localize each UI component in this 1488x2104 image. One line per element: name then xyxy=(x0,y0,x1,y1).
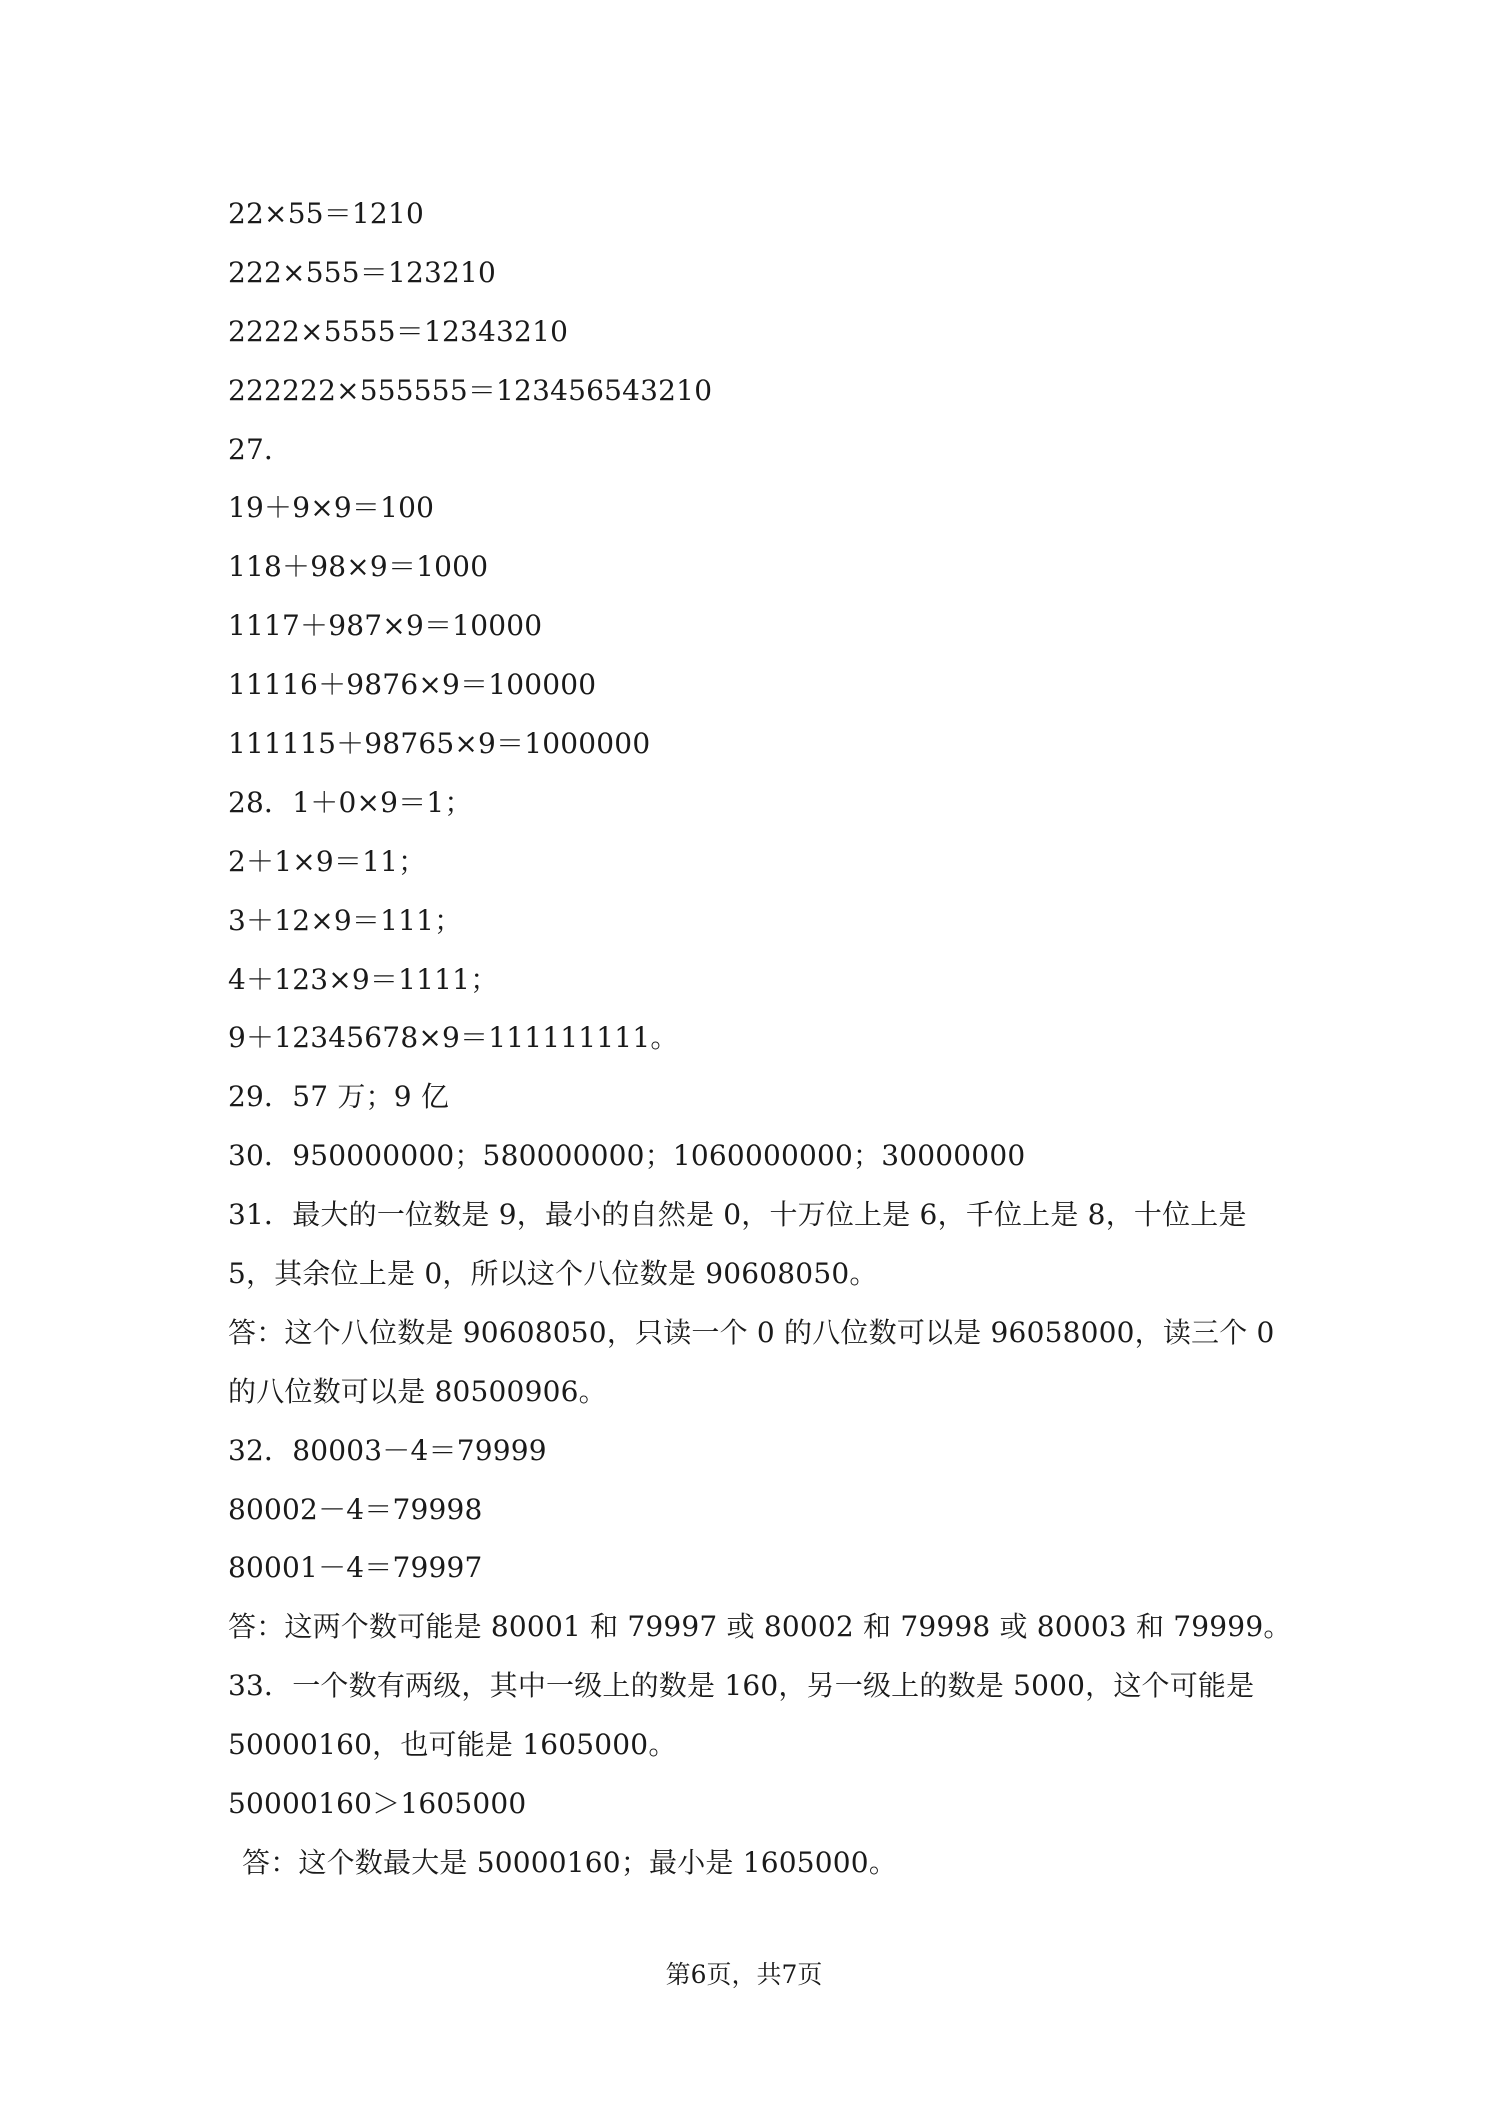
answer-line: 答：这两个数可能是 80001 和 79997 或 80002 和 79998 或 80003 和 79999。 xyxy=(228,1610,1292,1644)
question-number: 27． xyxy=(228,432,293,466)
text-line: 2222×5555＝12343210 xyxy=(228,314,569,348)
text-line: 80002－4＝79998 xyxy=(228,1492,483,1526)
text-line: 4＋123×9＝1111； xyxy=(228,962,499,996)
text-line: 222222×555555＝123456543210 xyxy=(228,373,713,407)
text-line: 9＋12345678×9＝111111111。 xyxy=(228,1021,679,1055)
text-line: 11116＋9876×9＝100000 xyxy=(228,668,597,702)
text-line: 22×55＝1210 xyxy=(228,197,424,230)
text-line: 19＋9×9＝100 xyxy=(228,491,435,525)
text-line: 2＋1×9＝11； xyxy=(228,844,427,878)
text-line: 5，其余位上是 0，所以这个八位数是 90608050。 xyxy=(228,1257,878,1291)
text-line: 222×555＝123210 xyxy=(228,255,497,289)
text-line: 50000160，也可能是 1605000。 xyxy=(228,1728,677,1762)
text-line: 31．最大的一位数是 9，最小的自然是 0，十万位上是 6，千位上是 8，十位上是 xyxy=(228,1198,1247,1232)
text-line: 30．950000000；580000000；1060000000；30000000 xyxy=(228,1139,1026,1173)
text-line: 29．57 万；9 亿 xyxy=(228,1080,450,1114)
answer-content xyxy=(228,185,1292,1893)
text-line: 118＋98×9＝1000 xyxy=(228,550,489,584)
text-line: 50000160＞1605000 xyxy=(228,1787,527,1821)
page-number: 第6页，共7页 xyxy=(665,1960,823,1989)
text-line: 的八位数可以是 80500906。 xyxy=(228,1374,607,1408)
text-line: 3＋12×9＝111； xyxy=(228,903,463,937)
text-line: 80001－4＝79997 xyxy=(228,1551,483,1585)
text-line: 28．1＋0×9＝1； xyxy=(228,785,473,819)
text-line: 33．一个数有两级，其中一级上的数是 160，另一级上的数是 5000，这个可能是 xyxy=(228,1669,1255,1703)
text-line: 111115＋98765×9＝1000000 xyxy=(228,727,651,761)
text-line: 1117＋987×9＝10000 xyxy=(228,609,543,643)
answer-line: 答：这个数最大是 50000160；最小是 1605000。 xyxy=(242,1845,898,1879)
answer-line: 答：这个八位数是 90608050，只读一个 0 的八位数可以是 96058000，读三个 0 xyxy=(228,1315,1275,1349)
text-line: 32．80003－4＝79999 xyxy=(228,1433,547,1467)
